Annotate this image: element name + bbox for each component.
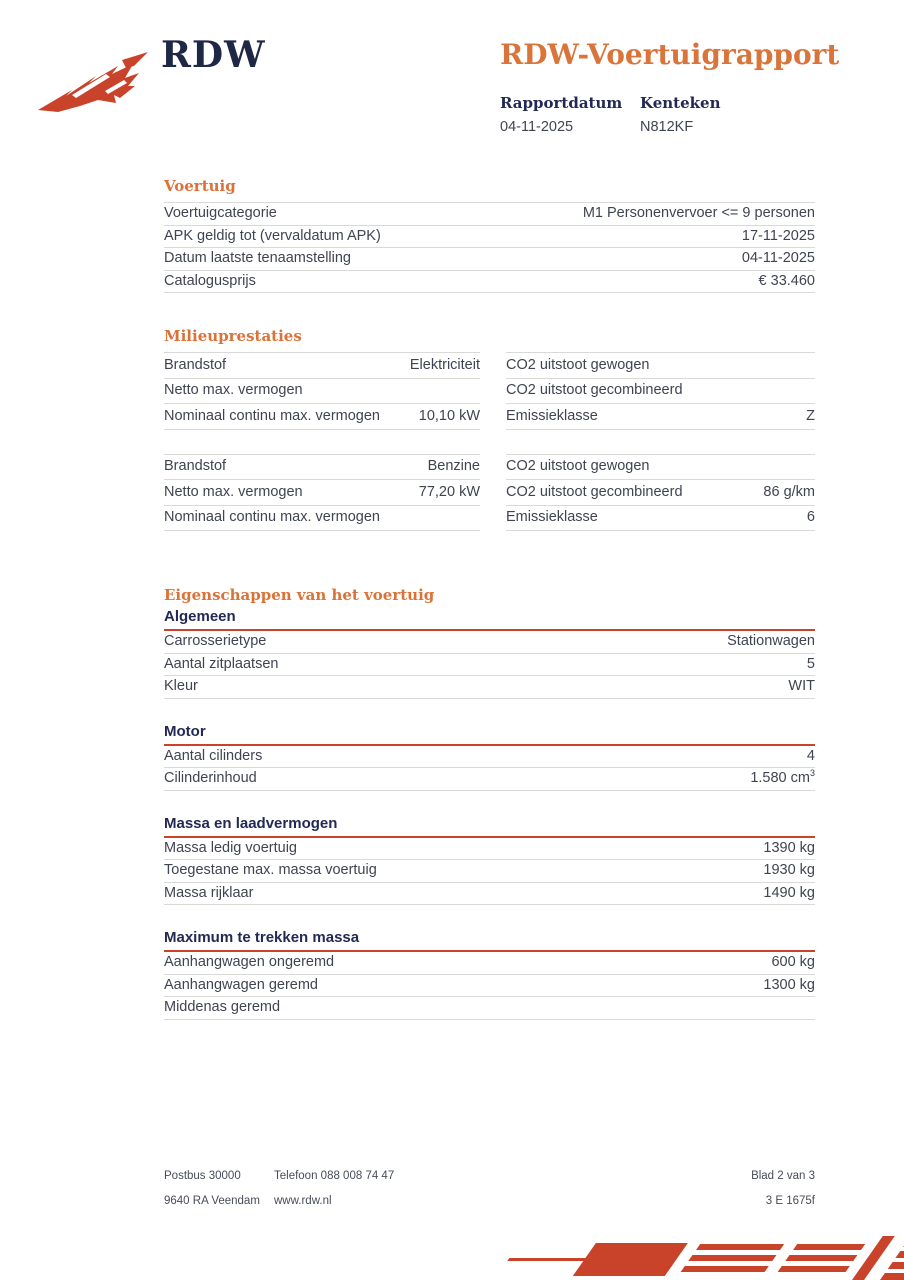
subsection-massa-en-laadvermogen [164, 815, 815, 906]
page-footer [164, 1170, 815, 1220]
row-label: APK geldig tot (vervaldatum APK) [164, 227, 381, 244]
license-plate-label: Kenteken [640, 93, 721, 112]
report-date-value: 04-11-2025 [500, 118, 574, 135]
row-value: € 33.460 [758, 272, 815, 289]
footer-row [164, 1195, 815, 1207]
row-label: Aantal zitplaatsen [164, 655, 279, 672]
milieu-left-table [164, 352, 480, 430]
subsection-table [164, 952, 815, 1020]
milieu-block-elektriciteit [164, 352, 815, 430]
row-value: 4 [806, 747, 815, 764]
table-row [164, 379, 480, 405]
row-value: 10,10 kW [418, 407, 480, 424]
row-value: 6 [806, 509, 815, 525]
table-row [506, 379, 815, 405]
row-label: CO2 uitstoot gecombineerd [506, 382, 683, 398]
subsection-table [164, 631, 815, 699]
row-label: Aanhangwagen ongeremd [164, 954, 335, 970]
table-row [164, 404, 480, 430]
subsection-maximum-te-trekken-massa [164, 929, 815, 1020]
section-title-milieuprestaties: Milieuprestaties [164, 327, 302, 345]
table-row [506, 353, 815, 379]
row-value: Stationwagen [727, 633, 815, 649]
footer-phone: Telefoon 088 008 74 47 [274, 1170, 395, 1182]
section-eigenschappen [164, 586, 815, 1020]
row-label: Toegestane max. massa voertuig [164, 862, 377, 878]
title-block [500, 40, 840, 135]
row-label: Brandstof [164, 458, 227, 474]
voertuig-table [164, 202, 815, 293]
table-row [164, 248, 815, 271]
row-label: Nominaal continu max. vermogen [164, 407, 380, 424]
section-voertuig [164, 177, 815, 293]
report-date-label: Rapportdatum [500, 93, 623, 112]
row-label: CO2 uitstoot gewogen [506, 356, 650, 373]
table-row [164, 838, 815, 861]
subsection-algemeen [164, 608, 815, 699]
row-label: Aantal cilinders [164, 747, 263, 764]
license-plate-block [640, 94, 780, 135]
table-row [164, 975, 815, 998]
subsection-table [164, 746, 815, 791]
report-date-block [500, 94, 640, 135]
rdw-feather-logo-icon [36, 50, 152, 116]
milieu-right-table [506, 454, 815, 532]
license-plate-value: N812KF [640, 118, 694, 135]
table-row [506, 480, 815, 506]
table-row [164, 768, 815, 791]
speed-stripes-group [500, 1230, 904, 1280]
row-label: CO2 uitstoot gecombineerd [506, 483, 683, 500]
row-label: Aanhangwagen geremd [164, 976, 318, 993]
row-value: 86 g/km [763, 483, 815, 500]
row-value: 1300 kg [763, 976, 815, 993]
brand-wordmark: RDW [161, 34, 266, 76]
table-row [164, 883, 815, 906]
row-value: 04-11-2025 [741, 250, 815, 266]
table-row [164, 353, 480, 379]
section-milieuprestaties [164, 327, 815, 531]
milieu-left-table [164, 454, 480, 532]
subsection-title: Maximum te trekken massa [164, 929, 815, 952]
footer-website: www.rdw.nl [274, 1195, 332, 1207]
row-label: Kleur [164, 678, 198, 694]
row-value: 600 kg [771, 954, 815, 970]
table-row [506, 506, 815, 532]
page-title: RDW-Voertuigrapport [500, 38, 840, 71]
row-value: M1 Personenvervoer <= 9 personen [582, 205, 815, 221]
table-row [164, 455, 480, 481]
table-row [164, 226, 815, 249]
section-title-eigenschappen: Eigenschappen van het voertuig [164, 586, 435, 604]
footer-address-line2: 9640 RA Veendam [164, 1195, 260, 1207]
table-row [164, 952, 815, 975]
row-value: 5 [806, 655, 815, 672]
row-label: Massa ledig voertuig [164, 839, 297, 856]
section-title-voertuig: Voertuig [164, 177, 236, 195]
row-value: Z [806, 407, 815, 424]
table-row [164, 480, 480, 506]
table-row [164, 746, 815, 769]
subsection-table [164, 838, 815, 906]
row-value: 17-11-2025 [741, 227, 815, 244]
table-row [164, 997, 815, 1020]
table-row [164, 203, 815, 226]
footer-page-indicator: Blad 2 van 3 [751, 1170, 815, 1182]
row-label: Netto max. vermogen [164, 382, 303, 398]
row-value: 1930 kg [763, 862, 815, 878]
speed-stripes-decoration-icon [500, 1230, 904, 1280]
table-row [164, 271, 815, 294]
table-row [164, 506, 480, 532]
row-label: Carrosserietype [164, 633, 267, 649]
footer-doc-code: 3 E 1675f [765, 1195, 815, 1207]
row-label: Datum laatste tenaamstelling [164, 250, 351, 266]
row-label: Emissieklasse [506, 407, 598, 424]
row-label: Voertuigcategorie [164, 205, 277, 221]
row-label: Emissieklasse [506, 509, 598, 525]
footer-row [164, 1170, 815, 1182]
table-row [164, 631, 815, 654]
row-label: CO2 uitstoot gewogen [506, 458, 650, 474]
row-value [750, 768, 815, 787]
milieu-right-table [506, 352, 815, 430]
milieu-block-benzine [164, 454, 815, 532]
table-row [506, 404, 815, 430]
table-row [506, 455, 815, 481]
row-value: WIT [788, 678, 815, 694]
table-row [164, 676, 815, 699]
row-label: Cilinderinhoud [164, 770, 257, 786]
row-value: 1490 kg [763, 884, 815, 901]
row-label: Massa rijklaar [164, 884, 254, 901]
row-value: 1390 kg [763, 839, 815, 856]
table-row [164, 654, 815, 677]
row-value-superscript: 3 [809, 768, 815, 779]
row-label: Catalogusprijs [164, 272, 256, 289]
row-value-text: 1.580 cm [750, 770, 810, 786]
row-label: Netto max. vermogen [164, 483, 303, 500]
report-meta [500, 94, 840, 135]
subsection-title: Motor [164, 723, 815, 746]
row-label: Brandstof [164, 356, 227, 373]
row-value: 77,20 kW [418, 483, 480, 500]
row-label: Nominaal continu max. vermogen [164, 509, 380, 525]
subsection-motor [164, 723, 815, 791]
row-value: Benzine [427, 458, 480, 474]
row-label: Middenas geremd [164, 999, 281, 1015]
table-row [164, 860, 815, 883]
footer-address-line1: Postbus 30000 [164, 1170, 241, 1182]
row-value: Elektriciteit [409, 356, 480, 373]
subsection-title: Massa en laadvermogen [164, 815, 815, 838]
subsection-title: Algemeen [164, 608, 815, 631]
